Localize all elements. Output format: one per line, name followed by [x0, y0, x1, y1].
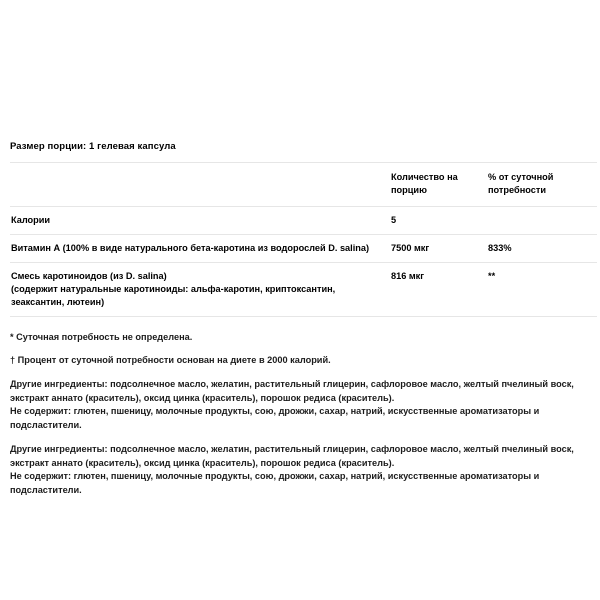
column-header-percent-daily-value: % от суточной потребности	[487, 163, 597, 207]
free-from-text-2: Не содержит: глютен, пшеницу, молочные продукты, сою, дрожжи, сахар, натрий, искусственные ароматизаторы и подсластители.	[10, 471, 540, 495]
ingredients-block-1	[10, 378, 590, 432]
nutrient-name-carotenoid-blend-main: Смесь каротиноидов (из D. salina)	[11, 271, 167, 281]
nutrient-name-vitamin-a: Витамин А (100% в виде натурального бета-каротина из водорослей D. salina)	[10, 235, 390, 263]
footnote-percent-daily-value-basis: † Процент от суточной потребности основан на диете в 2000 калорий.	[10, 355, 331, 365]
column-header-amount-per-serving: Количество на порцию	[390, 163, 487, 207]
nutrient-name-carotenoid-blend	[10, 263, 390, 317]
ingredients-block-2	[10, 443, 590, 497]
other-ingredients-text-1: Другие ингредиенты: подсолнечное масло, желатин, растительный глицерин, сафлоровое масло, желтый пчелиный воск, экстракт аннато (краситель), оксид цинка (краситель), порошок редиса (краситель).	[10, 379, 574, 403]
nutrient-dv-calories	[487, 207, 597, 235]
serving-size-label: Размер порции: 1 гелевая капсула	[10, 141, 176, 152]
nutrient-name-calories: Калории	[10, 207, 390, 235]
table-body	[10, 207, 597, 317]
table-header	[10, 163, 597, 207]
nutrient-amount-calories: 5	[390, 207, 487, 235]
free-from-text-1: Не содержит: глютен, пшеницу, молочные продукты, сою, дрожжи, сахар, натрий, искусственные ароматизаторы и подсластители.	[10, 406, 540, 430]
other-ingredients-text-2: Другие ингредиенты: подсолнечное масло, желатин, растительный глицерин, сафлоровое масло, желтый пчелиный воск, экстракт аннато (краситель), оксид цинка (краситель), порошок редиса (краситель).	[10, 444, 574, 468]
supplement-facts-table	[10, 162, 597, 317]
nutrient-amount-carotenoid-blend: 816 мкг	[390, 263, 487, 317]
column-header-nutrient	[10, 163, 390, 207]
table-row	[10, 263, 597, 317]
table-row	[10, 235, 597, 263]
table-row	[10, 207, 597, 235]
nutrient-dv-carotenoid-blend: **	[487, 263, 597, 317]
nutrient-dv-vitamin-a: 833%	[487, 235, 597, 263]
nutrient-amount-vitamin-a: 7500 мкг	[390, 235, 487, 263]
footnote-daily-value-not-established: * Суточная потребность не определена.	[10, 332, 193, 342]
table-header-row	[10, 163, 597, 207]
nutrient-name-carotenoid-blend-detail: (содержит натуральные каротиноиды: альфа-каротин, криптоксантин, зеаксантин, лютеин)	[11, 284, 336, 307]
footnotes	[10, 331, 590, 367]
